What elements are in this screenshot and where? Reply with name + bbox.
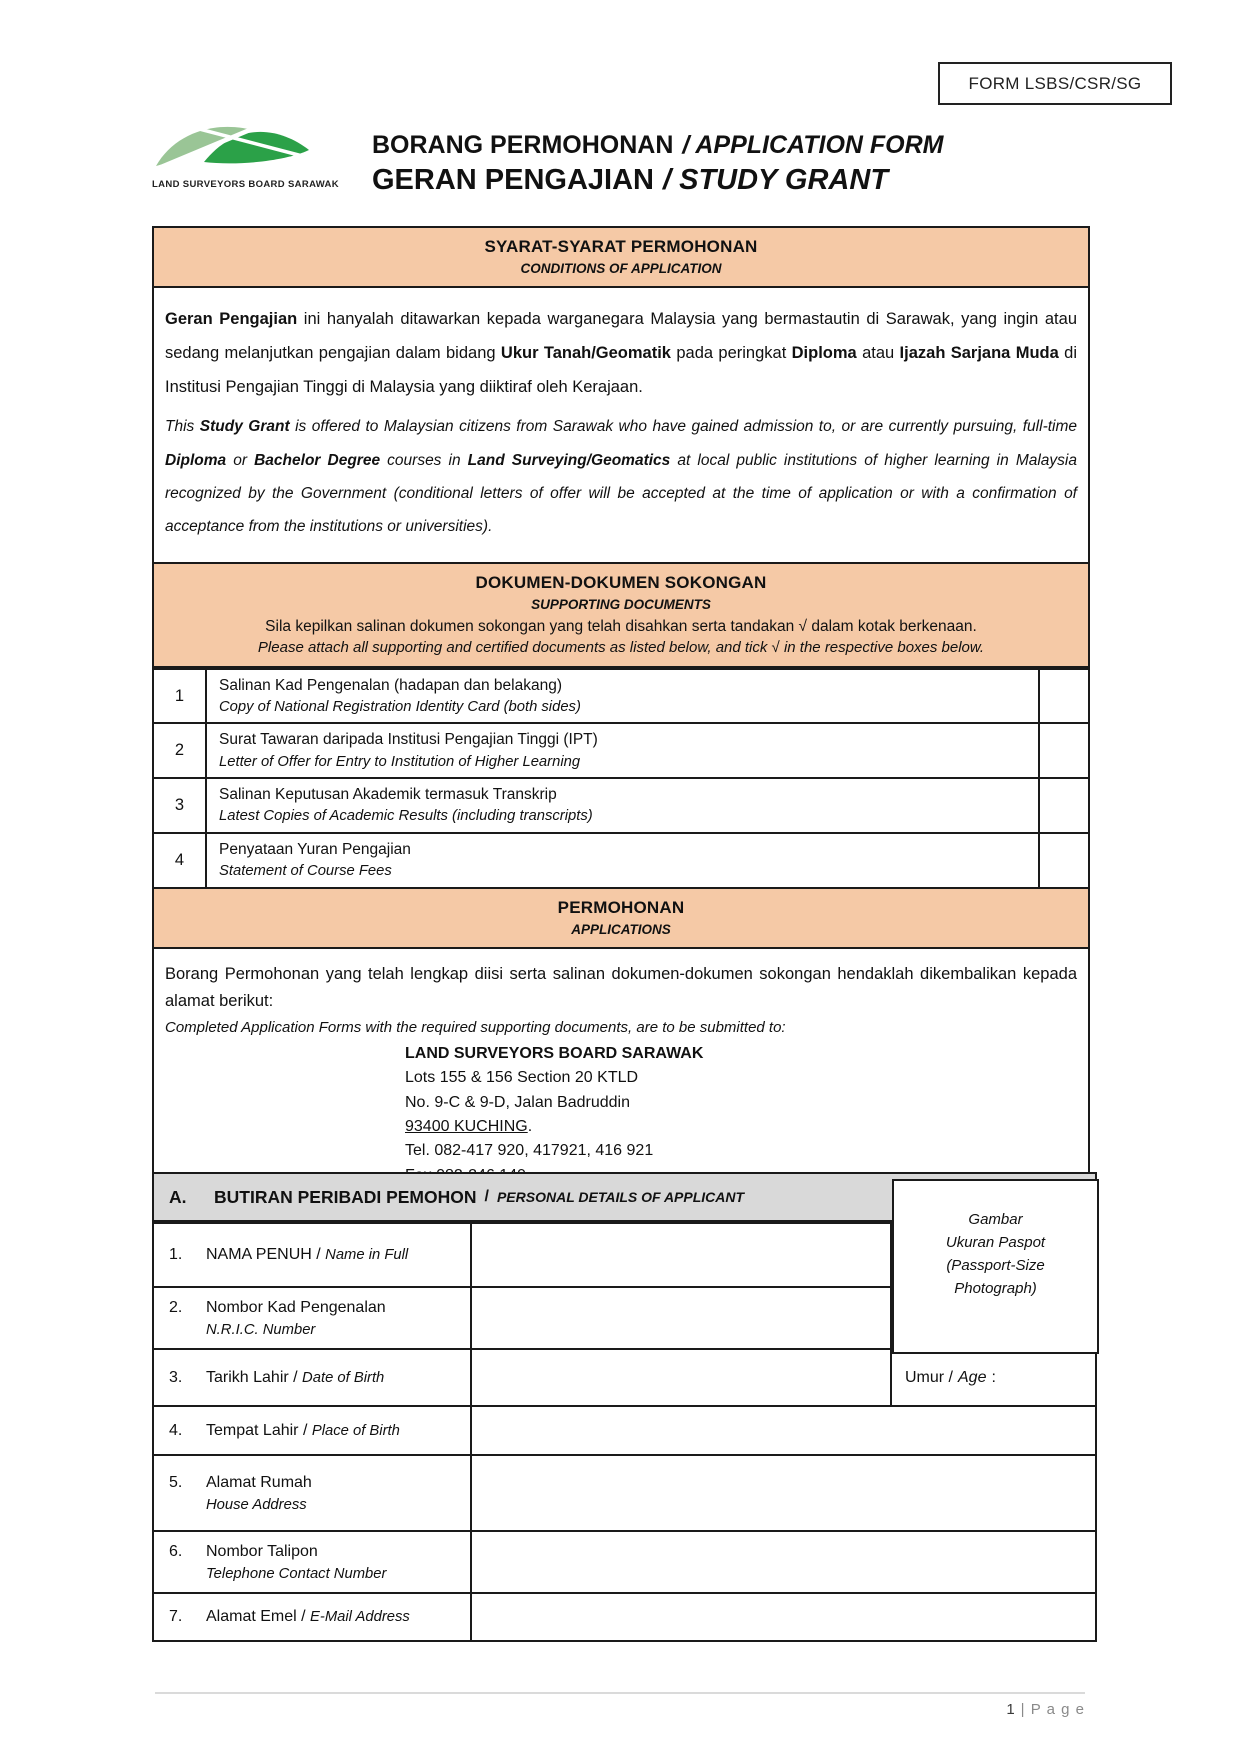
field-label-separator: / [298, 1421, 312, 1439]
field-number: 2. [169, 1298, 183, 1316]
field-number: 5. [169, 1473, 183, 1491]
form-title-line2 [372, 164, 944, 197]
page-number-value: 1 [1006, 1701, 1015, 1718]
field-label-english: N.R.I.C. Number [206, 1321, 316, 1338]
document-row-number: 4 [154, 834, 207, 887]
document-row-2 [154, 722, 1088, 777]
field-row-date-of-birth [154, 1348, 1095, 1405]
document-description-malay: Salinan Kad Pengenalan (hadapan dan belakang) [219, 676, 563, 694]
field-label-malay: Nombor Talipon [206, 1542, 318, 1560]
title-line1-english: / APPLICATION FORM [682, 131, 944, 159]
field-label-malay: Alamat Rumah [206, 1473, 312, 1491]
conditions-body [154, 288, 1088, 562]
field-label [154, 1594, 472, 1640]
document-row-description [207, 779, 1038, 832]
photo-box-line2: Ukuran Paspot [945, 1233, 1046, 1251]
conditions-heading-english: CONDITIONS OF APPLICATION [520, 261, 722, 276]
applications-heading-english: APPLICATIONS [571, 921, 671, 937]
section-a-heading-english: PERSONAL DETAILS OF APPLICANT [496, 1189, 745, 1205]
conditions-paragraph-english: This Study Grant is offered to Malaysian citizens from Sarawak who have gained admission to, or are currently pursuing, full-time Diploma or Bachelor Degree courses in Land Surveying/Geomatics at local public institutions of higher learning in Malaysia recognized by the Government (conditional letters of offer will be accepted at the time of application or with a confirmation of acceptance from the institutions or universities). [165, 418, 1078, 536]
page-number [1006, 1701, 1085, 1718]
passport-photo-box[interactable] [892, 1179, 1099, 1354]
tick-box-cell-3[interactable] [1038, 779, 1088, 832]
lsbs-logo-graphic [152, 118, 312, 176]
input-email[interactable] [472, 1594, 1095, 1640]
conditions-heading-malay: SYARAT-SYARAT PERMOHONAN [484, 237, 758, 256]
applications-body [154, 949, 1088, 1198]
document-description-malay: Penyataan Yuran Pengajian [219, 840, 411, 858]
field-number: 7. [169, 1608, 183, 1625]
document-row-description [207, 834, 1038, 887]
document-row-number: 2 [154, 724, 207, 777]
form-code-text: FORM LSBS/CSR/SG [968, 73, 1142, 93]
applications-paragraph-malay: Borang Permohonan yang telah lengkap diisi serta salinan dokumen-dokumen sokongan hendaklah dikembalikan kepada alamat berikut: [165, 964, 1077, 1010]
document-row-description [207, 724, 1038, 777]
form-title-line1 [372, 131, 944, 160]
applications-heading-malay: PERMOHONAN [557, 897, 685, 917]
field-label-english: Name in Full [325, 1247, 409, 1263]
field-row-email [154, 1592, 1095, 1640]
field-label-malay: NAMA PENUH [206, 1246, 312, 1263]
document-description-malay: Salinan Keputusan Akademik termasuk Transkrip [219, 786, 557, 804]
age-label-malay: Umur / [905, 1368, 953, 1386]
input-date-of-birth[interactable] [472, 1350, 892, 1405]
logo-caption: LAND SURVEYORS BOARD SARAWAK [152, 179, 339, 190]
title-line2-english: / STUDY GRANT [663, 164, 889, 196]
document-row-3 [154, 777, 1088, 832]
field-label-malay: Nombor Kad Pengenalan [206, 1298, 386, 1316]
applications-section [152, 887, 1090, 1200]
documents-note-malay: Sila kepilkan salinan dokumen sokongan yang telah disahkan serta tandakan √ dalam kotak berkenaan. [265, 617, 977, 635]
photo-box-line1: Gambar [968, 1210, 1023, 1228]
input-nric[interactable] [472, 1288, 892, 1348]
tick-box-cell-1[interactable] [1038, 670, 1088, 723]
field-label-malay: Alamat Emel [206, 1608, 297, 1625]
address-line-2: No. 9-C & 9-D, Jalan Badruddin [405, 1093, 630, 1111]
submission-address [405, 1042, 1077, 1188]
title-line1-malay: BORANG PERMOHONAN [372, 131, 674, 159]
field-label-english: Date of Birth [302, 1369, 385, 1386]
document-row-number: 1 [154, 670, 207, 723]
applications-paragraph-english: Completed Application Forms with the required supporting documents, are to be submitted to: [165, 1018, 786, 1036]
photo-box-line3: (Passport-Size [946, 1256, 1045, 1274]
field-label [154, 1532, 472, 1592]
input-full-name[interactable] [472, 1224, 892, 1286]
field-label-english: House Address [206, 1496, 307, 1513]
field-label-english: Telephone Contact Number [206, 1565, 387, 1582]
field-label-separator: / [296, 1608, 311, 1625]
document-row-4 [154, 832, 1088, 887]
section-a-heading-malay: BUTIRAN PERIBADI PEMOHON [214, 1186, 477, 1207]
document-description-malay: Surat Tawaran daripada Institusi Pengajian Tinggi (IPT) [219, 731, 598, 749]
title-line2-malay: GERAN PENGAJIAN [372, 164, 654, 196]
field-label-english: E-Mail Address [310, 1609, 410, 1625]
section-a-separator: / [484, 1188, 489, 1205]
input-telephone[interactable] [472, 1532, 1095, 1592]
photo-box-line4: Photograph) [954, 1279, 1037, 1297]
address-telephone: Tel. 082-417 920, 417921, 416 921 [405, 1142, 654, 1160]
documents-heading-english: SUPPORTING DOCUMENTS [531, 596, 711, 612]
documents-heading-malay: DOKUMEN-DOKUMEN SOKONGAN [475, 572, 767, 592]
address-org-name: LAND SURVEYORS BOARD SARAWAK [405, 1044, 704, 1062]
footer-divider [155, 1692, 1085, 1694]
address-city: 93400 KUCHING. [405, 1117, 533, 1135]
page-number-label: | P a g e [1020, 1701, 1085, 1718]
field-label [154, 1350, 472, 1405]
field-number: 4. [169, 1421, 183, 1439]
field-label [154, 1288, 472, 1348]
input-house-address[interactable] [472, 1456, 1095, 1530]
field-label-separator: / [311, 1246, 326, 1263]
documents-header [154, 564, 1088, 668]
form-title [372, 131, 944, 197]
age-colon: : [991, 1368, 996, 1386]
tick-box-cell-2[interactable] [1038, 724, 1088, 777]
age-label-english: Age [958, 1368, 987, 1386]
field-label-english: Place of Birth [311, 1422, 400, 1439]
field-label [154, 1456, 472, 1530]
conditions-section [152, 226, 1090, 564]
lsbs-logo [152, 118, 339, 190]
field-label-malay: Tarikh Lahir [206, 1368, 289, 1386]
personal-details-section [152, 1172, 1097, 1642]
document-description-english: Latest Copies of Academic Results (including transcripts) [219, 808, 593, 825]
address-line-1: Lots 155 & 156 Section 20 KTLD [405, 1069, 639, 1087]
documents-note-english: Please attach all supporting and certified documents as listed below, and tick √ in the respective boxes below. [257, 638, 985, 656]
conditions-paragraph-malay: Geran Pengajian ini hanyalah ditawarkan kepada warganegara Malaysia yang bermastautin di Sarawak, yang ingin atau sedang melanjutkan pengajian dalam bidang Ukur Tanah/Geomatik pada peringkat Diploma atau Ijazah Sarjana Muda di Institusi Pengajian Tinggi di Malaysia yang diiktiraf oleh Kerajaan. [165, 310, 1077, 396]
document-description-english: Statement of Course Fees [219, 863, 392, 880]
field-row-telephone [154, 1530, 1095, 1592]
document-row-number: 3 [154, 779, 207, 832]
input-age[interactable] [892, 1350, 1095, 1405]
applications-header [154, 889, 1088, 949]
field-row-place-of-birth [154, 1405, 1095, 1454]
input-place-of-birth[interactable] [472, 1407, 1095, 1454]
form-code-box [938, 62, 1172, 105]
field-number: 6. [169, 1542, 183, 1560]
top-sections-stack [152, 226, 1090, 1200]
documents-section [152, 562, 1090, 889]
document-row-description [207, 670, 1038, 723]
tick-box-cell-4[interactable] [1038, 834, 1088, 887]
field-number: 1. [169, 1246, 183, 1263]
field-label [154, 1224, 472, 1286]
conditions-header [154, 228, 1088, 288]
field-row-house-address [154, 1454, 1095, 1530]
field-label-malay: Tempat Lahir [206, 1421, 299, 1439]
field-number: 3. [169, 1368, 183, 1386]
field-label [154, 1407, 472, 1454]
section-a-letter: A. [169, 1186, 187, 1207]
document-description-english: Letter of Offer for Entry to Institution of Higher Learning [219, 753, 581, 770]
document-description-english: Copy of National Registration Identity Card (both sides) [219, 698, 581, 715]
field-label-separator: / [288, 1368, 303, 1386]
document-row-1 [154, 668, 1088, 723]
